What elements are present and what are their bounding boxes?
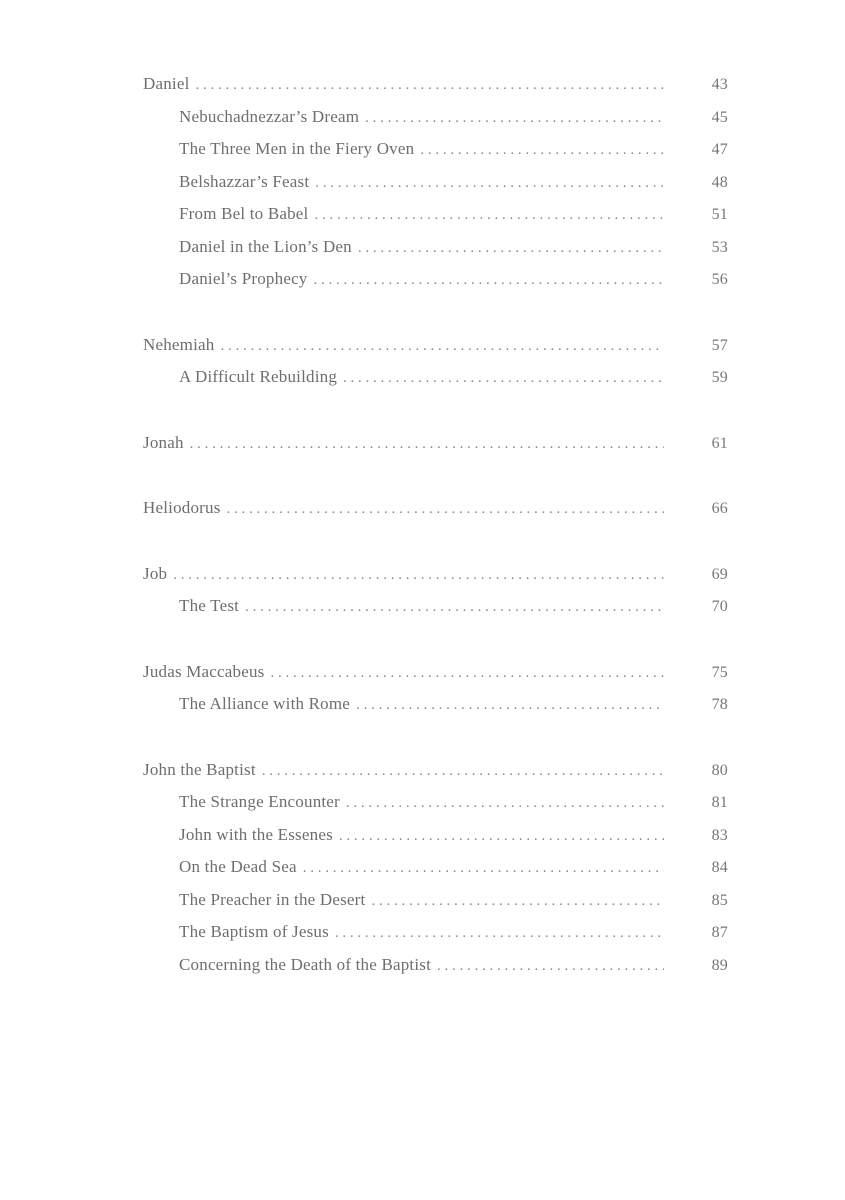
dot-leader bbox=[420, 139, 664, 159]
dot-leader bbox=[271, 662, 665, 682]
dot-leader bbox=[173, 564, 664, 584]
dot-leader bbox=[303, 857, 664, 877]
toc-section-jonah bbox=[143, 433, 728, 466]
dot-leader bbox=[314, 269, 664, 289]
toc-entry-page: 53 bbox=[711, 238, 728, 256]
toc-entry-title: Belshazzar’s Feast bbox=[179, 171, 310, 191]
toc-entry-page: 81 bbox=[711, 794, 728, 811]
toc-entry-title: The Test bbox=[179, 596, 240, 615]
dot-leader bbox=[262, 760, 664, 780]
dot-leader bbox=[190, 433, 664, 453]
dot-leader bbox=[245, 596, 664, 616]
toc-subentry[interactable] bbox=[143, 792, 728, 825]
toc-entry-page: 56 bbox=[711, 271, 728, 288]
toc-subentry[interactable] bbox=[143, 596, 728, 629]
toc-entry-title: From Bel to Babel bbox=[179, 204, 309, 223]
toc-entry-title: Nebuchadnezzar’s Dream bbox=[179, 106, 360, 126]
toc-subentry[interactable] bbox=[143, 694, 728, 727]
toc-entry-title: Daniel’s Prophecy bbox=[179, 269, 308, 288]
toc-entry-title: Daniel in the Lion’s Den bbox=[179, 236, 352, 256]
toc-entry-page: 45 bbox=[711, 108, 728, 126]
toc-entry-title: Judas Maccabeus bbox=[143, 661, 265, 681]
toc-entry-page: 89 bbox=[711, 956, 728, 974]
toc-subentry[interactable] bbox=[143, 204, 728, 237]
toc-entry-page: 78 bbox=[711, 696, 728, 713]
toc-entry-page: 48 bbox=[711, 173, 728, 191]
toc-entry-page: 57 bbox=[711, 336, 728, 354]
toc-section-job bbox=[143, 564, 728, 629]
toc-entry[interactable] bbox=[143, 564, 728, 597]
toc-entry-title: Concerning the Death of the Baptist bbox=[179, 954, 432, 974]
dot-leader bbox=[339, 825, 664, 845]
toc-subentry[interactable] bbox=[143, 955, 728, 988]
toc-subentry[interactable] bbox=[143, 139, 728, 172]
toc-entry-title: The Strange Encounter bbox=[179, 792, 340, 811]
dot-leader bbox=[358, 237, 664, 257]
toc-entry-page: 83 bbox=[711, 826, 728, 844]
dot-leader bbox=[437, 955, 664, 975]
dot-leader bbox=[356, 694, 664, 714]
toc-entry-title: Daniel bbox=[143, 74, 190, 93]
toc-entry[interactable] bbox=[143, 433, 728, 466]
dot-leader bbox=[365, 107, 664, 127]
toc-entry[interactable] bbox=[143, 662, 728, 695]
toc-entry-title: The Preacher in the Desert bbox=[179, 889, 366, 909]
toc-entry-page: 85 bbox=[711, 891, 728, 909]
dot-leader bbox=[343, 367, 664, 387]
dot-leader bbox=[314, 204, 664, 224]
toc-entry[interactable] bbox=[143, 760, 728, 793]
toc-subentry[interactable] bbox=[143, 890, 728, 923]
toc-entry-title: On the Dead Sea bbox=[179, 857, 297, 876]
toc-section-nehemiah bbox=[143, 335, 728, 400]
toc-entry-title: The Three Men in the Fiery Oven bbox=[179, 139, 415, 158]
toc-entry-title: John with the Essenes bbox=[179, 824, 333, 844]
toc-entry-title: Jonah bbox=[143, 432, 184, 452]
toc-section-daniel bbox=[143, 74, 728, 302]
toc-section-heliodorus bbox=[143, 498, 728, 531]
toc-section-judas-maccabeus bbox=[143, 662, 728, 727]
toc-entry[interactable] bbox=[143, 335, 728, 368]
toc-entry-page: 59 bbox=[711, 369, 728, 386]
toc-entry-page: 69 bbox=[711, 565, 728, 583]
toc-subentry[interactable] bbox=[143, 107, 728, 140]
toc-entry-page: 75 bbox=[711, 663, 728, 681]
toc-entry-title: Job bbox=[143, 563, 168, 583]
toc-entry-page: 70 bbox=[711, 598, 728, 615]
toc-entry[interactable] bbox=[143, 74, 728, 107]
dot-leader bbox=[371, 890, 664, 910]
toc-subentry[interactable] bbox=[143, 172, 728, 205]
toc-entry-page: 84 bbox=[711, 859, 728, 876]
toc-entry-page: 61 bbox=[711, 434, 728, 452]
toc-section-john-the-baptist bbox=[143, 760, 728, 988]
dot-leader bbox=[346, 792, 664, 812]
toc-entry[interactable] bbox=[143, 498, 728, 531]
dot-leader bbox=[315, 172, 664, 192]
toc-subentry[interactable] bbox=[143, 367, 728, 400]
dot-leader bbox=[335, 922, 664, 942]
toc-entry-page: 80 bbox=[711, 761, 728, 779]
toc-subentry[interactable] bbox=[143, 857, 728, 890]
toc-subentry[interactable] bbox=[143, 269, 728, 302]
dot-leader bbox=[227, 498, 664, 518]
toc-entry-title: John the Baptist bbox=[143, 759, 256, 779]
toc-entry-page: 43 bbox=[711, 76, 728, 93]
toc-subentry[interactable] bbox=[143, 237, 728, 270]
toc-entry-page: 47 bbox=[711, 141, 728, 158]
toc-entry-page: 87 bbox=[711, 924, 728, 941]
toc-entry-title: A Difficult Rebuilding bbox=[179, 367, 338, 386]
toc-subentry[interactable] bbox=[143, 922, 728, 955]
toc-entry-title: Heliodorus bbox=[143, 498, 221, 517]
dot-leader bbox=[220, 335, 664, 355]
table-of-contents bbox=[143, 74, 728, 987]
toc-subentry[interactable] bbox=[143, 825, 728, 858]
toc-entry-title: Nehemiah bbox=[143, 334, 215, 354]
toc-entry-title: The Baptism of Jesus bbox=[179, 922, 329, 941]
toc-entry-title: The Alliance with Rome bbox=[179, 694, 351, 713]
toc-entry-page: 66 bbox=[711, 500, 728, 517]
toc-entry-page: 51 bbox=[711, 206, 728, 223]
dot-leader bbox=[196, 74, 664, 94]
